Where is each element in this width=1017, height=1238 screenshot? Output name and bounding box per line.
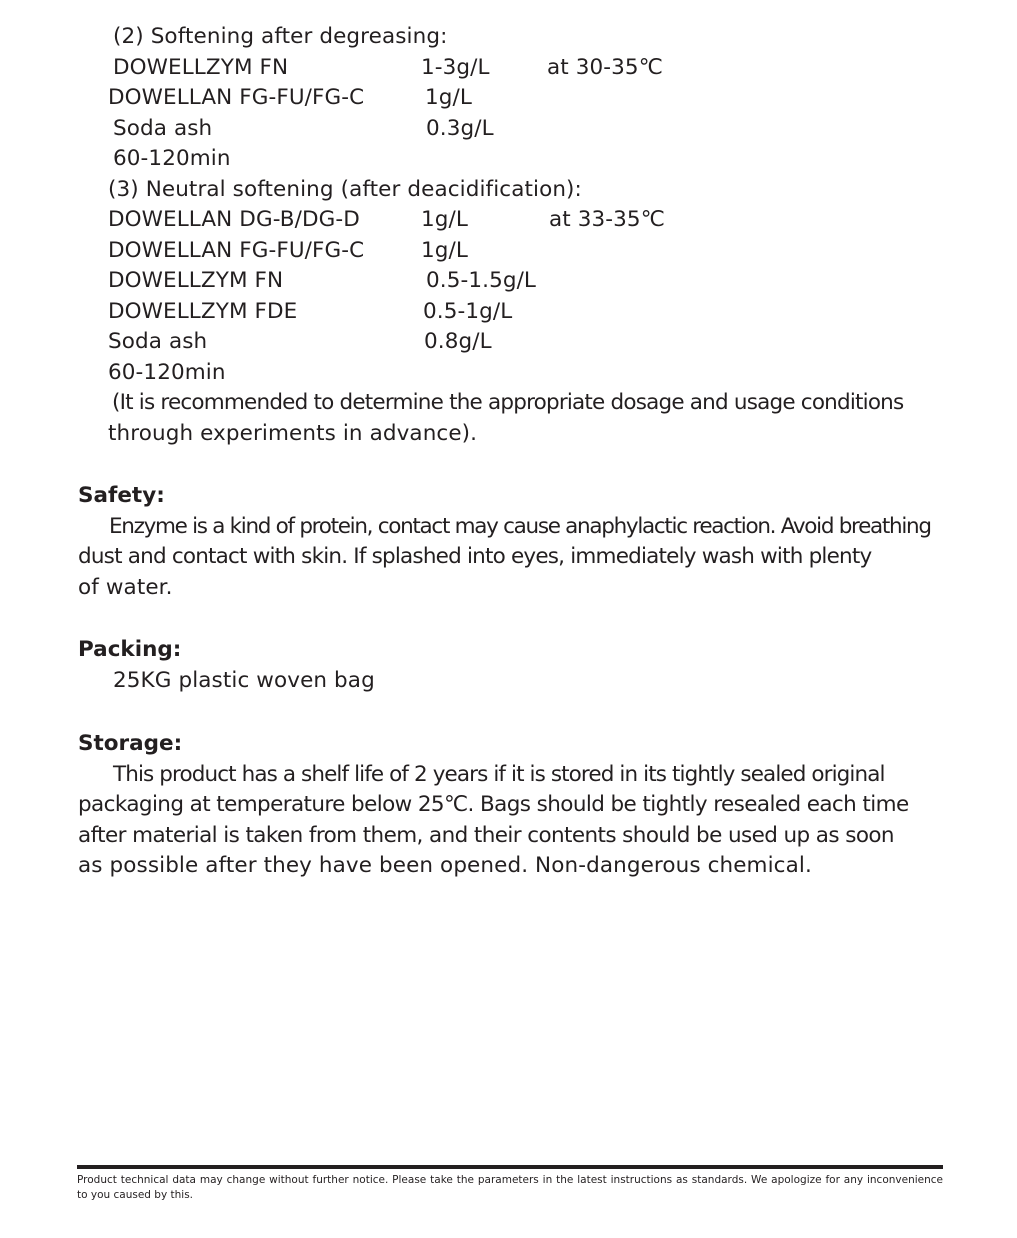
product-name: Soda ash bbox=[113, 116, 213, 141]
storage-text-line-1: This product has a shelf life of 2 years if it is stored in its tightly sealed original bbox=[113, 762, 885, 787]
process-time: 60-120min bbox=[113, 146, 231, 171]
product-dosage: 1g/L bbox=[421, 207, 468, 232]
product-name: DOWELLZYM FN bbox=[108, 268, 284, 293]
process-time: 60-120min bbox=[108, 360, 226, 385]
product-name: DOWELLAN FG-FU/FG-C bbox=[108, 238, 365, 263]
footer-disclaimer: Product technical data may change without further notice. Please take the parameters in the latest instructions as standards. We apologize for any inconvenience to you caused by this. bbox=[77, 1174, 943, 1201]
safety-text-line-1: Enzyme is a kind of protein, contact may cause anaphylactic reaction. Avoid breathing bbox=[109, 514, 931, 539]
product-dosage: 1g/L bbox=[425, 85, 472, 110]
footer-divider bbox=[77, 1165, 943, 1169]
packing-text: 25KG plastic woven bag bbox=[113, 668, 375, 693]
product-condition: at 30-35℃ bbox=[547, 55, 663, 80]
product-dosage: 1-3g/L bbox=[421, 55, 490, 80]
storage-text-line-4: as possible after they have been opened. Non-dangerous chemical. bbox=[78, 853, 812, 878]
product-name: DOWELLAN FG-FU/FG-C bbox=[108, 85, 365, 110]
product-name: DOWELLAN DG-B/DG-D bbox=[108, 207, 360, 232]
safety-heading: Safety: bbox=[78, 483, 165, 508]
product-name: Soda ash bbox=[108, 329, 208, 354]
dosage-note-line-1: (It is recommended to determine the appropriate dosage and usage conditions bbox=[112, 390, 904, 415]
safety-text-line-3: of water. bbox=[78, 575, 173, 600]
product-dosage: 0.5-1.5g/L bbox=[426, 268, 537, 293]
dosage-note-line-2: through experiments in advance). bbox=[108, 421, 478, 446]
softening-after-degreasing-title: (2) Softening after degreasing: bbox=[113, 24, 448, 49]
safety-text-line-2: dust and contact with skin. If splashed into eyes, immediately wash with plenty bbox=[78, 544, 872, 569]
neutral-softening-title: (3) Neutral softening (after deacidification): bbox=[108, 177, 582, 202]
product-dosage: 0.8g/L bbox=[424, 329, 492, 354]
product-dosage: 0.3g/L bbox=[426, 116, 494, 141]
product-name: DOWELLZYM FDE bbox=[108, 299, 298, 324]
storage-text-line-2: packaging at temperature below 25℃. Bags should be tightly resealed each time bbox=[78, 792, 909, 817]
product-name: DOWELLZYM FN bbox=[113, 55, 289, 80]
product-dosage: 1g/L bbox=[421, 238, 468, 263]
storage-text-line-3: after material is taken from them, and their contents should be used up as soon bbox=[78, 823, 894, 848]
product-dosage: 0.5-1g/L bbox=[423, 299, 513, 324]
storage-heading: Storage: bbox=[78, 731, 183, 756]
packing-heading: Packing: bbox=[78, 637, 182, 662]
product-condition: at 33-35℃ bbox=[549, 207, 665, 232]
